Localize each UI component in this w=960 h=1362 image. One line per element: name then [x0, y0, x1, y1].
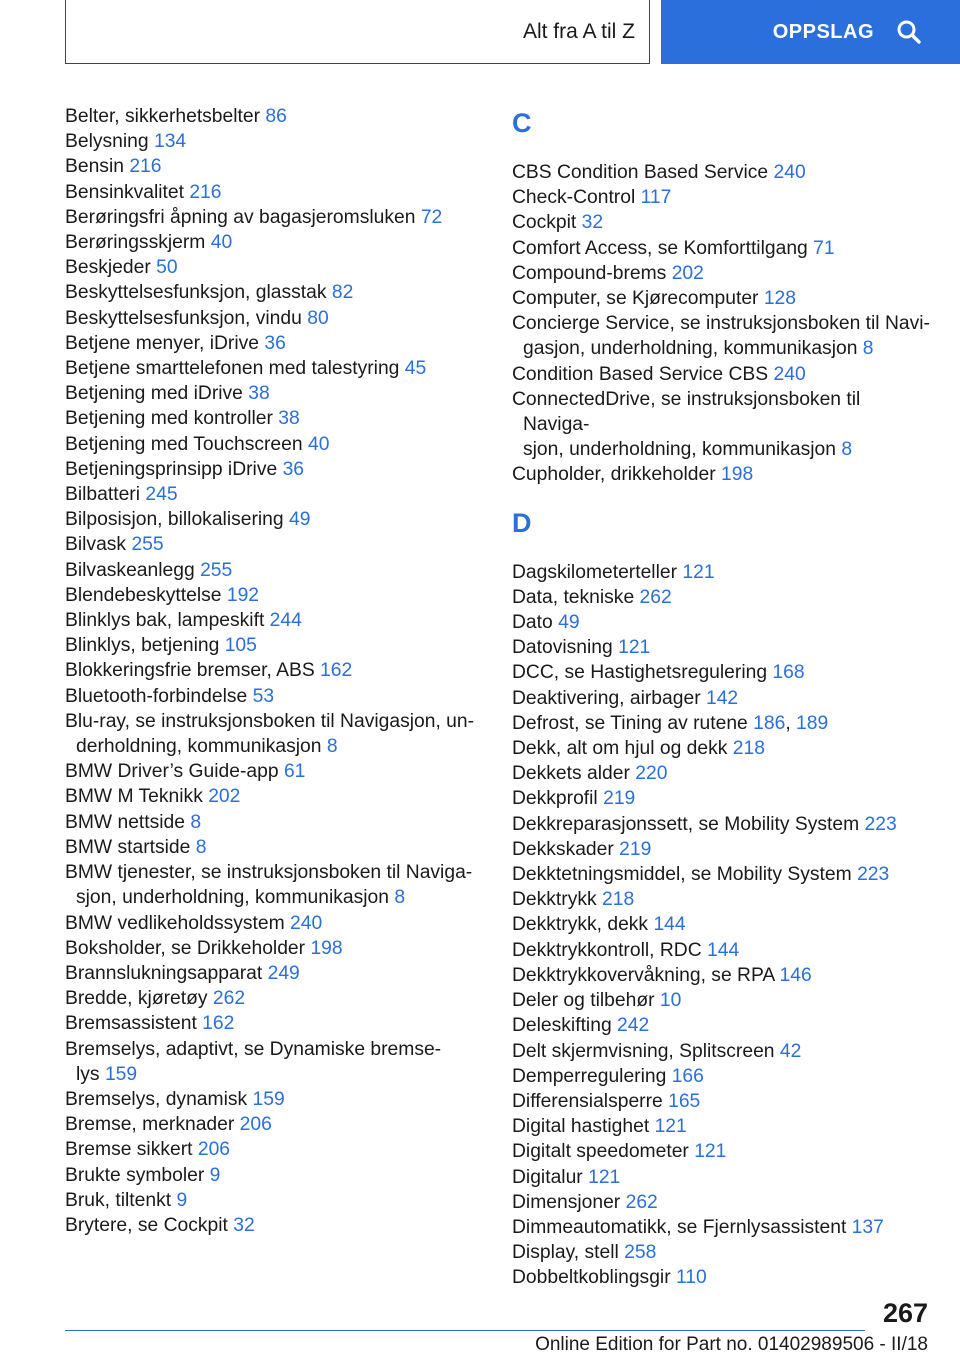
- page-link[interactable]: 242: [617, 1015, 650, 1037]
- page-link[interactable]: 8: [862, 338, 874, 360]
- page-link[interactable]: 202: [671, 262, 704, 284]
- index-entry-term: Blinklys, betjening: [65, 635, 220, 657]
- index-entry-term-continued: sjon, underholdning, kommunikasjon: [76, 887, 389, 909]
- page-link[interactable]: 36: [282, 458, 305, 480]
- index-entry: [512, 686, 932, 711]
- index-entry-term: Computer, se Kjørecomputer: [512, 288, 759, 310]
- page-link[interactable]: 32: [581, 212, 604, 234]
- index-entry: [512, 610, 932, 635]
- index-entry-term: Dekk, alt om hjul og dekk: [512, 738, 728, 760]
- index-entry-term: Betjening med kontroller: [65, 408, 273, 430]
- index-entry-term: Betjene smarttelefonen med talestyring: [65, 358, 400, 380]
- index-entry: [512, 585, 932, 610]
- index-entry: [512, 1265, 932, 1290]
- index-entry: [512, 311, 932, 361]
- page-link[interactable]: 42: [779, 1040, 802, 1062]
- index-entry-term: Bilposisjon, billokalisering: [65, 509, 284, 531]
- index-entry: [65, 658, 480, 683]
- index-entry-term: Brannslukningsapparat: [65, 962, 263, 984]
- index-entry: [512, 462, 932, 487]
- index-entry: [65, 331, 480, 356]
- index-entry: [65, 1087, 480, 1112]
- page-link[interactable]: 8: [841, 439, 853, 461]
- index-entry-term: Bensinkvalitet: [65, 181, 184, 203]
- index-entry-term: Comfort Access, se Komforttilgang: [512, 237, 808, 259]
- index-entry: [65, 684, 480, 709]
- page-link[interactable]: 134: [153, 131, 187, 153]
- index-entry-term: Brukte symboler: [65, 1164, 205, 1186]
- index-entry-term: Bremse sikkert: [65, 1139, 193, 1161]
- index-entry-term: Bilbatteri: [65, 484, 141, 506]
- index-entry: [65, 986, 480, 1011]
- page-link[interactable]: 219: [603, 788, 636, 810]
- section-letter-d: D: [512, 507, 532, 538]
- page-link[interactable]: 216: [129, 156, 162, 178]
- index-entry-term: Dekkets alder: [512, 763, 630, 785]
- page-link[interactable]: 71: [813, 237, 835, 259]
- index-entry: [65, 482, 480, 507]
- page-link[interactable]: 240: [773, 162, 806, 183]
- index-entry: [512, 812, 932, 837]
- index-entry-term: Betjening med Touchscreen: [65, 433, 303, 455]
- index-entry: [512, 1039, 932, 1064]
- index-entry: [512, 1114, 932, 1139]
- index-entry: [65, 1011, 480, 1036]
- index-entry-term: Berøringsskjerm: [65, 232, 206, 254]
- index-entry-term: Bredde, kjøretøy: [65, 988, 208, 1010]
- page-link[interactable]: 255: [131, 534, 164, 556]
- page-link[interactable]: 255: [200, 559, 233, 581]
- index-entry: [65, 230, 480, 255]
- index-entry-term: Bensin: [65, 156, 124, 178]
- index-entry: [65, 507, 480, 532]
- index-entry: [512, 1013, 932, 1038]
- index-entry: [512, 1215, 932, 1240]
- index-entry-term: Dekkreparasjonssett, se Mobility System: [512, 813, 860, 835]
- index-entry-term: ConnectedDrive, se instruksjonsboken til Naviga-: [512, 388, 861, 436]
- page-link[interactable]: 159: [252, 1088, 285, 1110]
- page-link[interactable]: 198: [310, 937, 343, 959]
- index-entry-term: Cupholder, drikkeholder: [512, 464, 716, 486]
- page-link[interactable]: 186: [753, 712, 786, 734]
- page-link[interactable]: 49: [558, 612, 580, 634]
- index-entry: [512, 362, 932, 387]
- index-entry: [65, 583, 480, 608]
- index-entry: [65, 936, 480, 961]
- page-link[interactable]: 86: [265, 106, 287, 127]
- page-link[interactable]: 40: [307, 433, 330, 455]
- index-entry-term: Betjene menyer, iDrive: [65, 332, 259, 354]
- page-link[interactable]: 121: [694, 1141, 727, 1163]
- index-entry-term: Dekktrykkontroll, RDC: [512, 939, 702, 961]
- index-entry: [65, 1137, 480, 1162]
- index-entry: [65, 255, 480, 280]
- page-link[interactable]: 206: [239, 1114, 272, 1136]
- page-link[interactable]: 80: [307, 307, 329, 329]
- index-column-right: [512, 104, 932, 1291]
- index-entry: [512, 938, 932, 963]
- index-entry-term: Bruk, tiltenkt: [65, 1189, 172, 1211]
- page-link[interactable]: 117: [640, 187, 672, 209]
- index-entry: [65, 1037, 480, 1087]
- index-entry-term: Dimensjoner: [512, 1191, 621, 1213]
- index-entry: [65, 280, 480, 305]
- page-link[interactable]: 45: [404, 358, 427, 380]
- index-entry-term: Belysning: [65, 131, 149, 153]
- index-entry-term: Bluetooth-forbindelse: [65, 685, 248, 707]
- index-entry-term: Bilvask: [65, 534, 127, 556]
- index-entry: [65, 911, 480, 936]
- index-entry-term: Beskyttelsesfunksjon, vindu: [65, 307, 302, 329]
- index-entry-term: Bilvaskeanlegg: [65, 559, 195, 581]
- index-entry: [65, 709, 480, 759]
- page-link[interactable]: 198: [721, 464, 754, 486]
- page-link[interactable]: 166: [671, 1065, 704, 1087]
- page-link[interactable]: 218: [602, 889, 635, 911]
- page-number: 267: [882, 1298, 928, 1328]
- page-link[interactable]: 162: [202, 1013, 235, 1035]
- index-entry-term: Demperregulering: [512, 1065, 667, 1087]
- index-entry: [512, 286, 932, 311]
- index-entry-term: Brytere, se Cockpit: [65, 1214, 228, 1236]
- index-entry-term: Dagskilometerteller: [512, 561, 678, 583]
- index-entry-term: Dekktrykk, dekk: [512, 914, 649, 936]
- index-entry-term: BMW nettside: [65, 811, 186, 833]
- index-entry: [512, 1139, 932, 1164]
- index-entry-term: BMW tjenester, se instruksjonsboken til Naviga-: [65, 862, 473, 884]
- index-entry-term: Delt skjermvisning, Splitscreen: [512, 1040, 775, 1062]
- index-entry-term: Blu-ray, se instruksjonsboken til Navigasjon, un-: [65, 710, 475, 732]
- index-entry: [512, 560, 932, 585]
- index-entry-term: Compound-brems: [512, 262, 667, 284]
- index-entry: [512, 210, 932, 235]
- page-link[interactable]: 249: [267, 962, 300, 984]
- page-link[interactable]: 165: [668, 1090, 701, 1112]
- index-entry: [65, 558, 480, 583]
- index-entry-term: Deaktivering, airbager: [512, 687, 701, 709]
- page-link[interactable]: 262: [639, 586, 672, 608]
- index-entry: [512, 736, 932, 761]
- index-entry-term-continued: gasjon, underholdning, kommunikasjon: [523, 338, 858, 360]
- page-link[interactable]: 189: [796, 712, 829, 734]
- index-entry: [65, 205, 480, 230]
- index-entry-term: Dato: [512, 612, 553, 634]
- index-column-left: [65, 104, 480, 1238]
- page-link[interactable]: 82: [331, 282, 354, 304]
- page-link[interactable]: 262: [625, 1191, 658, 1213]
- index-entry: [512, 635, 932, 660]
- index-entry-term: BMW startside: [65, 836, 191, 858]
- page-link[interactable]: 8: [326, 736, 338, 758]
- index-entry-term: Beskyttelsesfunksjon, glasstak: [65, 282, 327, 304]
- index-entry: [512, 912, 932, 937]
- index-entry-term: BMW vedlikeholdssystem: [65, 912, 285, 934]
- index-entry-term: Digital hastighet: [512, 1116, 650, 1138]
- page-link[interactable]: 262: [212, 988, 246, 1010]
- index-entry-term: Dobbeltkoblingsgir: [512, 1267, 671, 1289]
- footer-edition: Online Edition for Part no. 01402989506 - II/18: [535, 1334, 928, 1355]
- page-link[interactable]: 137: [851, 1216, 884, 1238]
- page-link[interactable]: 219: [619, 838, 652, 860]
- index-entry: Defrost, se Tining av rutene 186, 189: [512, 712, 829, 734]
- index-entry-term: Betjening med iDrive: [65, 383, 243, 405]
- index-entry-term: Dekkprofil: [512, 788, 598, 810]
- index-entry: [65, 1188, 480, 1213]
- index-entry-term: Blokkeringsfrie bremser, ABS: [65, 660, 315, 682]
- index-entry: [65, 810, 480, 835]
- page-link[interactable]: 49: [289, 509, 311, 531]
- page-link[interactable]: 61: [283, 761, 306, 783]
- page-link[interactable]: 240: [773, 363, 806, 385]
- footer-divider: [65, 1330, 865, 1331]
- index-entry: [65, 784, 480, 809]
- tab-title: Alt fra A til Z: [522, 19, 635, 43]
- tab-oppslag[interactable]: [661, 0, 960, 64]
- index-entry-term: CBS Condition Based Service: [512, 162, 769, 183]
- page-link[interactable]: 128: [763, 288, 796, 310]
- page-link[interactable]: 9: [176, 1189, 188, 1211]
- page-link[interactable]: 144: [653, 914, 686, 936]
- page-link[interactable]: 110: [676, 1267, 707, 1289]
- page-link[interactable]: 146: [779, 964, 812, 986]
- tab-alt-fra-a-til-z[interactable]: [65, 0, 650, 64]
- section-d-entries: [512, 560, 932, 1291]
- index-entry: [65, 154, 480, 179]
- page-link[interactable]: 206: [197, 1139, 231, 1161]
- page-link[interactable]: 223: [857, 864, 890, 886]
- index-entry-term: Beskjeder: [65, 257, 151, 279]
- index-entry-term-continued: sjon, underholdning, kommunikasjon: [523, 439, 836, 461]
- page-link[interactable]: 121: [588, 1166, 621, 1188]
- index-entry: [65, 356, 480, 381]
- index-entry-term: DCC, se Hastighetsregulering: [512, 662, 768, 684]
- index-entry: [65, 759, 480, 784]
- page-link[interactable]: 220: [635, 763, 668, 785]
- page-link[interactable]: 168: [772, 662, 805, 684]
- index-entry-term: Digitalt speedometer: [512, 1141, 689, 1163]
- page-link[interactable]: 218: [732, 738, 765, 760]
- search-icon[interactable]: [896, 19, 922, 45]
- index-entry: [512, 837, 932, 862]
- index-entry: [65, 1112, 480, 1137]
- index-entry: [65, 457, 480, 482]
- index-entry: [65, 860, 480, 910]
- index-entry-term: Belter, sikkerhetsbelter: [65, 106, 261, 127]
- index-entry: [512, 862, 932, 887]
- page-link[interactable]: 9: [209, 1164, 221, 1186]
- index-entry-term: Blinklys bak, lampeskift: [65, 610, 265, 632]
- index-entry-term: Deler og tilbehør: [512, 990, 655, 1012]
- index-entry: [512, 1165, 932, 1190]
- index-entry: [65, 381, 480, 406]
- index-entry-term: Bremselys, adaptivt, se Dynamiske bremse-: [65, 1038, 442, 1060]
- page-link[interactable]: 223: [864, 813, 897, 835]
- index-entry-term: Condition Based Service CBS: [512, 363, 769, 385]
- page-link[interactable]: 8: [394, 887, 406, 909]
- index-entry-term-continued: lys: [76, 1063, 100, 1085]
- index-entry: [65, 961, 480, 986]
- page-link[interactable]: 192: [226, 584, 260, 606]
- index-entry-term: Dekkskader: [512, 838, 614, 860]
- index-entry: [512, 786, 932, 811]
- index-entry: [512, 887, 932, 912]
- index-entry-term: Dimmeautomatikk, se Fjernlysassistent: [512, 1216, 847, 1238]
- page-link[interactable]: 121: [654, 1116, 687, 1138]
- section-c-entries: [512, 160, 932, 488]
- index-entry-term: Blendebeskyttelse: [65, 584, 222, 606]
- index-entry-term: Data, tekniske: [512, 586, 635, 608]
- section-letter-c: C: [512, 108, 532, 138]
- index-entry-term: Berøringsfri åpning av bagasjeromsluken: [65, 206, 416, 228]
- index-entry: [512, 1089, 932, 1114]
- page-link[interactable]: 10: [659, 990, 682, 1012]
- index-entry: [65, 633, 480, 658]
- index-entry: [512, 963, 932, 988]
- index-entry: [65, 406, 480, 431]
- index-entry: [65, 835, 480, 860]
- index-entry: [65, 432, 480, 457]
- index-entry-term: Digitalur: [512, 1166, 583, 1188]
- page-link[interactable]: 162: [320, 660, 353, 682]
- page-link[interactable]: 36: [264, 332, 286, 354]
- page-link[interactable]: 159: [104, 1063, 138, 1085]
- index-entry-term: Bremsassistent: [65, 1013, 197, 1035]
- index-entry-term: Betjeningsprinsipp iDrive: [65, 458, 278, 480]
- index-entry: [65, 180, 480, 205]
- page-link[interactable]: 245: [145, 484, 178, 506]
- index-entry: [512, 236, 932, 261]
- index-entry: [512, 1240, 932, 1265]
- index-entry-term: Dekktrykk: [512, 889, 597, 911]
- index-entry-term: Bremse, merknader: [65, 1114, 235, 1136]
- index-entry-term-continued: derholdning, kommunikasjon: [76, 736, 322, 758]
- index-entry-term: Check-Control: [512, 187, 636, 209]
- index-entry-term: Display, stell: [512, 1242, 619, 1264]
- index-entry: [512, 1190, 932, 1215]
- index-entry-term: Dekktetningsmiddel, se Mobility System: [512, 864, 852, 886]
- index-entry: [512, 261, 932, 286]
- page-link[interactable]: 144: [707, 939, 740, 961]
- index-entry: [512, 761, 932, 786]
- index-entry: [65, 1163, 480, 1188]
- index-entry: [512, 160, 932, 185]
- index-entry-term: BMW M Teknikk: [65, 786, 203, 808]
- index-entry: [65, 104, 480, 129]
- tab-active-label: OPPSLAG: [772, 20, 874, 43]
- page-link[interactable]: 50: [156, 257, 178, 279]
- index-entry: [65, 129, 480, 154]
- page-link[interactable]: 240: [290, 912, 323, 934]
- index-entry: [512, 387, 932, 463]
- index-entry-term: Differensialsperre: [512, 1090, 663, 1112]
- page-link[interactable]: 53: [252, 685, 275, 707]
- page-link[interactable]: 8: [190, 811, 202, 833]
- page-link[interactable]: 216: [189, 181, 222, 203]
- index-entry: [65, 1213, 480, 1238]
- page-link[interactable]: 32: [233, 1214, 255, 1236]
- index-entry: [65, 532, 480, 557]
- page-link[interactable]: 105: [224, 635, 257, 657]
- page-link[interactable]: 121: [618, 637, 651, 659]
- page-link[interactable]: 72: [420, 206, 443, 228]
- index-entry-term: Concierge Service, se instruksjonsboken til Navi-: [512, 313, 930, 335]
- page-link[interactable]: 142: [705, 687, 739, 709]
- page-link[interactable]: 202: [208, 786, 241, 808]
- index-entry: [65, 608, 480, 633]
- index-entry: [512, 988, 932, 1013]
- index-entry: [512, 185, 932, 210]
- page-link[interactable]: 38: [248, 383, 270, 405]
- page-link[interactable]: 244: [269, 610, 302, 632]
- page-link[interactable]: 258: [624, 1242, 657, 1264]
- index-entry-term: Bremselys, dynamisk: [65, 1088, 248, 1110]
- index-entry-term: Cockpit: [512, 212, 577, 234]
- page-link[interactable]: 40: [210, 232, 233, 254]
- page-link[interactable]: 38: [278, 408, 300, 430]
- page-link[interactable]: 121: [682, 561, 715, 583]
- index-entry: [65, 306, 480, 331]
- index-entry-term: Boksholder, se Drikkeholder: [65, 937, 306, 959]
- index-entry: [512, 1064, 932, 1089]
- index-entry-term: Deleskifting: [512, 1015, 612, 1037]
- index-entry: [512, 660, 932, 685]
- index-entry-term: Defrost, se Tining av rutene: [512, 712, 748, 734]
- index-entry-term: Dekktrykkovervåkning, se RPA: [512, 964, 775, 986]
- index-entry-term: Datovisning: [512, 637, 613, 659]
- page-link[interactable]: 8: [195, 836, 207, 858]
- index-entry-term: BMW Driver’s Guide-app: [65, 761, 279, 783]
